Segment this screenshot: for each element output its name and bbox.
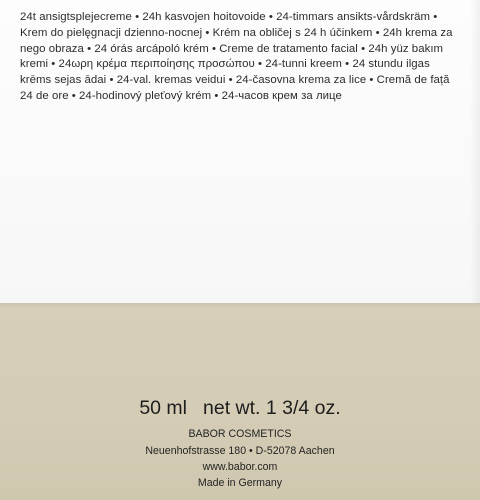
volume-line [16, 396, 464, 420]
volume-ml: 50 ml [139, 397, 187, 419]
product-description: 24t ansigtsplejecreme • 24h kasvojen hoitovoide • 24-timmars ansikts-vårdskräm • Krem do pielęgnacji dzienno-nocnej • Krém na obličej s 24 h účinkem • 24h krema za nego obraza • 24 órás arcápoló krém • Creme de tratamento facial • 24h yüz bakım kremi • 24ωρη κρέμα περιποίησης προσώπου • 24-tunni kreem • 24 stundu ilgas krēms sejas ādai • 24-val. kremas veidui • 24-časovna krema za lice • Cremă de față 24 de ore • 24-hodinový pleťový krém • 24-часов крем за лице [20, 11, 453, 102]
company-name: BABOR COSMETICS [188, 428, 292, 440]
net-weight: net wt. 1 3/4 oz. [203, 397, 341, 419]
street-address: Neuenhofstrasse 180 • D-52078 Aachen [145, 445, 335, 457]
website-link: www.babor.com [202, 461, 278, 473]
origin-label: Made in Germany [197, 477, 283, 489]
